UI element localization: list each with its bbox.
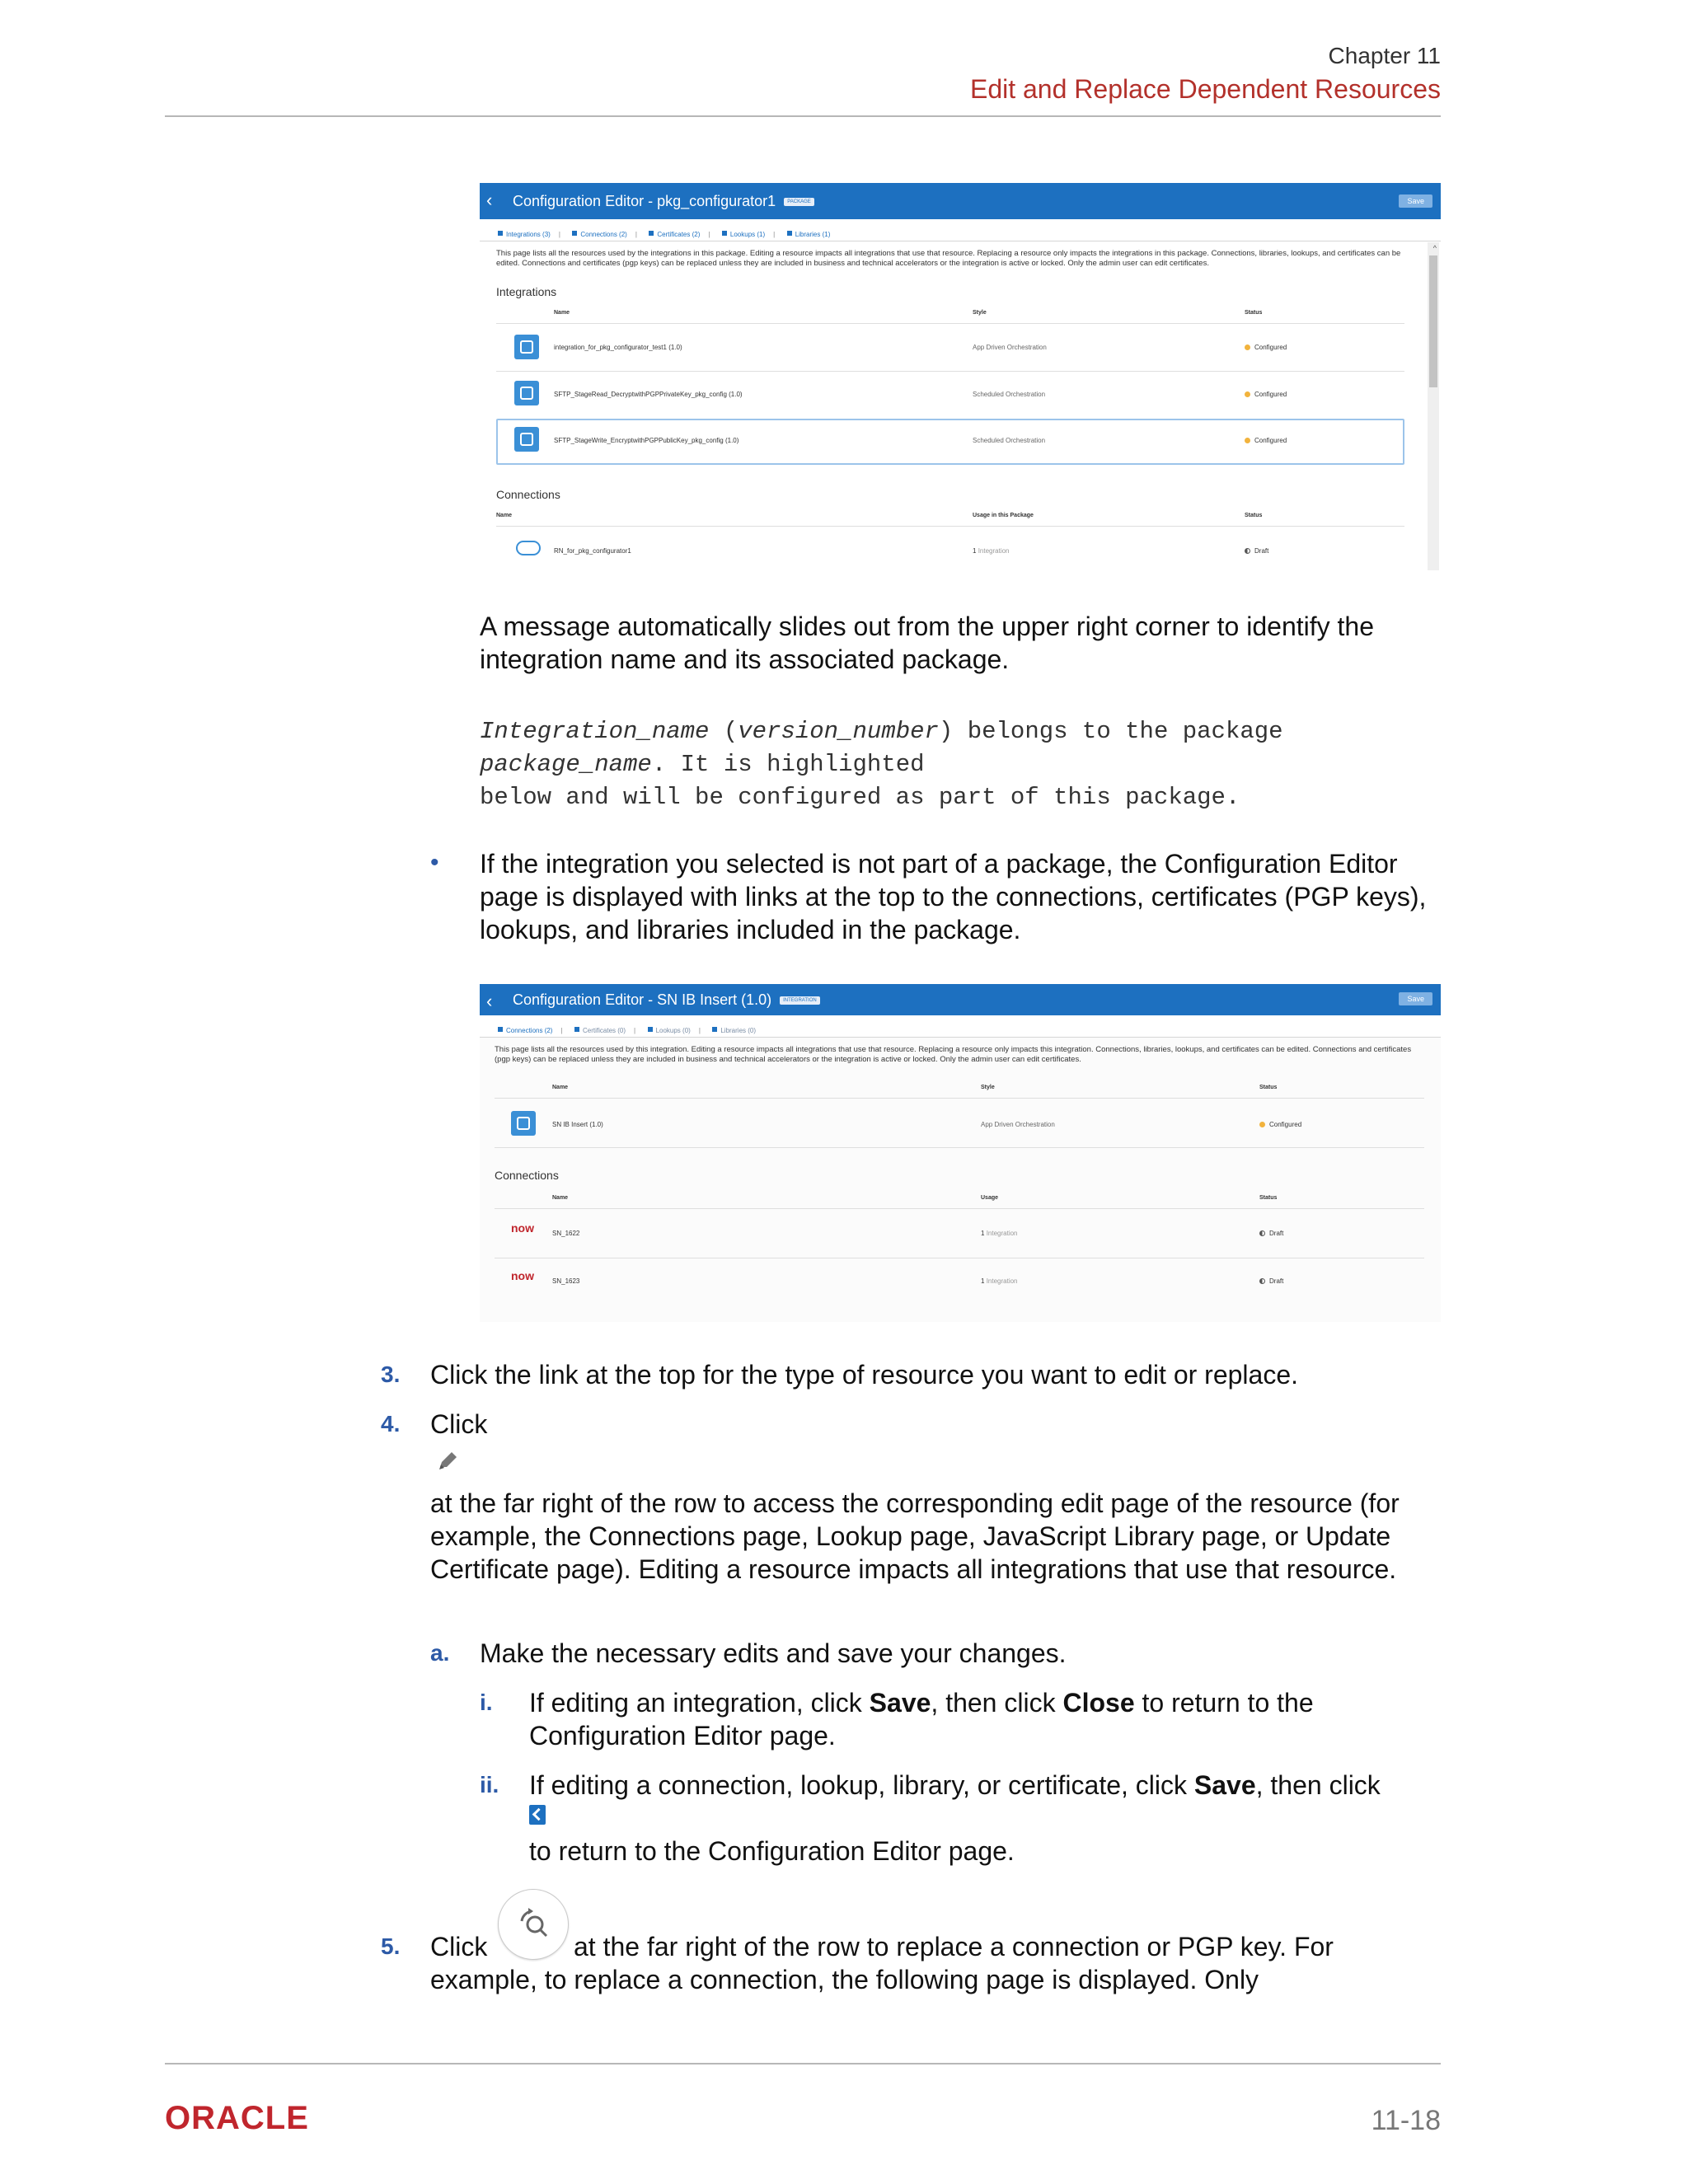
connections-heading: Connections — [496, 488, 560, 501]
col-name: Name — [554, 310, 570, 316]
servicenow-logo: now — [511, 1221, 534, 1235]
back-chevron-icon[interactable]: ‹ — [486, 190, 493, 210]
table-row-usage: 1 Integration — [981, 1230, 1018, 1237]
footer-divider — [165, 2063, 1441, 2064]
page-number: 11-18 — [1371, 2105, 1441, 2136]
col-name: Name — [552, 1085, 569, 1090]
link-libraries[interactable]: Libraries (0) — [720, 1027, 757, 1034]
link-lookups[interactable]: Lookups (1) — [729, 231, 766, 238]
lookup-icon — [722, 231, 727, 236]
message-paragraph: A message automatically slides out from the upper right corner to identify the integration name and its associated package. — [480, 612, 1374, 674]
servicenow-logo: now — [511, 1269, 534, 1282]
link-libraries[interactable]: Libraries (1) — [795, 231, 831, 238]
col-status: Status — [1259, 1085, 1278, 1090]
resource-links: Integrations (3) | Connections (2) | Certificates (2) | Lookups (1) | Libraries (1) — [480, 219, 1441, 241]
step-roman: ii. — [480, 1772, 499, 1797]
library-icon — [787, 231, 792, 236]
step-roman: i. — [480, 1690, 493, 1715]
bullet-paragraph: If the integration you selected is not part of a package, the Configuration Editor page is displayed with links at the top to the connections, certificates (PGP keys), lookups, and libraries included in the package. — [480, 849, 1427, 944]
table-row-style: App Driven Orchestration — [981, 1121, 1055, 1128]
lookup-icon — [648, 1027, 653, 1032]
step-number: 4. — [381, 1411, 401, 1436]
status-badge: Draft — [1245, 547, 1268, 555]
table-row-name[interactable]: integration_for_pkg_configurator_test1 (1.0) — [554, 344, 682, 351]
save-button[interactable]: Save — [1399, 194, 1432, 208]
puzzle-icon — [514, 427, 539, 452]
step-ii-text: If editing a connection, lookup, library, or certificate, click Save, then click — [529, 1770, 1381, 1800]
step-letter: a. — [430, 1640, 450, 1666]
status-badge: Draft — [1259, 1230, 1283, 1237]
connections-heading: Connections — [495, 1169, 559, 1182]
puzzle-icon — [514, 335, 539, 359]
connection-icon — [498, 1027, 503, 1032]
puzzle-icon — [514, 381, 539, 405]
chevron-left-icon — [529, 1805, 546, 1825]
editor-title: Configuration Editor - SN IB Insert (1.0) INTEGRATION — [513, 991, 820, 1009]
step-ii-return: to return to the Configuration Editor page. — [529, 1836, 1015, 1866]
status-badge: Configured — [1259, 1121, 1301, 1128]
col-status: Status — [1259, 1195, 1278, 1201]
link-certificates[interactable]: Certificates (0) — [583, 1027, 626, 1034]
code-line-1: Integration_name (version_number) belongs to the package — [480, 718, 1283, 745]
step-5-click: Click — [430, 1932, 488, 1961]
title-bar — [480, 984, 1441, 1015]
integration-badge: INTEGRATION — [780, 996, 820, 1005]
col-style: Style — [973, 310, 987, 316]
code-line-2: package_name. It is highlighted — [480, 751, 925, 778]
page-description: This page lists all the resources used by this integration. Editing a resource impacts all integrations that use that resource. Replacing a resource only impacts this integration. Connections, libraries, lookups, and certificates can be edited. Connections and certificates (pgp keys) can be replaced unless they are included in business and technical accelerators or the integration is active or locked. Only the admin user can edit certificates. — [495, 1045, 1412, 1064]
step-number: 3. — [381, 1361, 401, 1387]
grid-icon — [498, 231, 503, 236]
code-line-3: below and will be configured as part of this package. — [480, 784, 1240, 811]
chapter-title: Edit and Replace Dependent Resources — [969, 74, 1441, 104]
link-connections[interactable]: Connections (2) — [506, 1027, 553, 1034]
step-number: 5. — [381, 1933, 401, 1959]
col-status: Status — [1245, 310, 1263, 316]
link-lookups[interactable]: Lookups (0) — [655, 1027, 691, 1034]
config-editor-package-screenshot — [480, 183, 1441, 570]
step-4-click: Click — [430, 1409, 488, 1439]
pencil-icon — [437, 1451, 458, 1472]
page-description: This page lists all the resources used by the integrations in this package. Editing a resource impacts all integrations that use that resource. Replacing a resource only impacts the integrations in this package. Connections, libraries, lookups, and certificates can be edited. Connections and certificates (pgp keys) can be replaced unless they are included in business and technical accelerators or the integration is active or locked. Only the admin user can edit certificates. — [496, 249, 1401, 268]
step-5-text-1: at the far right of the row to replace a connection or PGP key. For — [574, 1932, 1334, 1961]
package-badge: PACKAGE — [784, 198, 814, 206]
table-row-name[interactable]: RN_for_pkg_configurator1 — [554, 547, 631, 555]
step-i-text: If editing an integration, click Save, then click Close to return to the Configuration Editor page. — [529, 1688, 1314, 1750]
col-name: Name — [552, 1195, 569, 1201]
col-name: Name — [496, 513, 513, 518]
table-row-name[interactable]: SN IB Insert (1.0) — [552, 1121, 603, 1128]
col-usage: Usage in this Package — [973, 513, 1034, 518]
header-divider — [165, 115, 1441, 117]
save-button[interactable]: Save — [1399, 992, 1432, 1005]
certificate-icon — [649, 231, 654, 236]
link-connections[interactable]: Connections (2) — [580, 231, 627, 238]
table-row-name[interactable]: SFTP_StageRead_DecryptwithPGPPrivateKey_pkg_config (1.0) — [554, 391, 743, 398]
certificate-icon — [574, 1027, 579, 1032]
col-usage: Usage — [981, 1195, 999, 1201]
status-badge: Draft — [1259, 1277, 1283, 1285]
table-row-style: Scheduled Orchestration — [973, 437, 1046, 444]
puzzle-icon — [511, 1111, 536, 1136]
resource-links: Connections (2) | Certificates (0) | Lookups (0) | Libraries (0) — [480, 1015, 1441, 1038]
step-a-text: Make the necessary edits and save your changes. — [480, 1638, 1067, 1668]
connection-icon — [572, 231, 577, 236]
scrollbar-thumb[interactable] — [1429, 255, 1437, 387]
link-certificates[interactable]: Certificates (2) — [657, 231, 701, 238]
step-4-text: at the far right of the row to access the corresponding edit page of the resource (for example, the Connections page, Lookup page, JavaScript Library page, or Update Certificate page). Editing a resource impacts all integrations that use that resource. — [430, 1488, 1400, 1584]
title-bar — [480, 183, 1441, 219]
step-5-text-2: example, to replace a connection, the following page is displayed. Only — [430, 1965, 1259, 1994]
table-row-style: Scheduled Orchestration — [973, 391, 1046, 398]
scroll-up-icon[interactable]: ^ — [1432, 244, 1437, 252]
bullet-icon: • — [430, 849, 439, 876]
replace-search-icon — [498, 1889, 569, 1960]
library-icon — [712, 1027, 717, 1032]
table-row-name[interactable]: SN_1622 — [552, 1230, 580, 1237]
step-3-text: Click the link at the top for the type of resource you want to edit or replace. — [430, 1360, 1298, 1390]
chapter-label: Chapter 11 — [1328, 43, 1441, 68]
table-row-usage: 1 Integration — [981, 1277, 1018, 1285]
col-style: Style — [981, 1085, 995, 1090]
col-status: Status — [1245, 513, 1263, 518]
status-badge: Configured — [1245, 344, 1287, 351]
integrations-heading: Integrations — [496, 285, 557, 298]
table-row-usage: 1 Integration — [973, 547, 1010, 555]
back-chevron-icon[interactable]: ‹ — [486, 991, 493, 1011]
table-row-name[interactable]: SFTP_StageWrite_EncryptwithPGPPublicKey_pkg_config (1.0) — [554, 437, 739, 444]
table-row-style: App Driven Orchestration — [973, 344, 1047, 351]
oracle-logo: ORACLE — [165, 2100, 309, 2136]
table-row-name[interactable]: SN_1623 — [552, 1277, 580, 1285]
link-integrations[interactable]: Integrations (3) — [506, 231, 551, 238]
status-badge: Configured — [1245, 391, 1287, 398]
cloud-icon — [516, 541, 541, 555]
status-badge: Configured — [1245, 437, 1287, 444]
editor-title: Configuration Editor - pkg_configurator1 PACKAGE — [513, 193, 814, 210]
config-editor-integration-screenshot — [480, 984, 1441, 1322]
